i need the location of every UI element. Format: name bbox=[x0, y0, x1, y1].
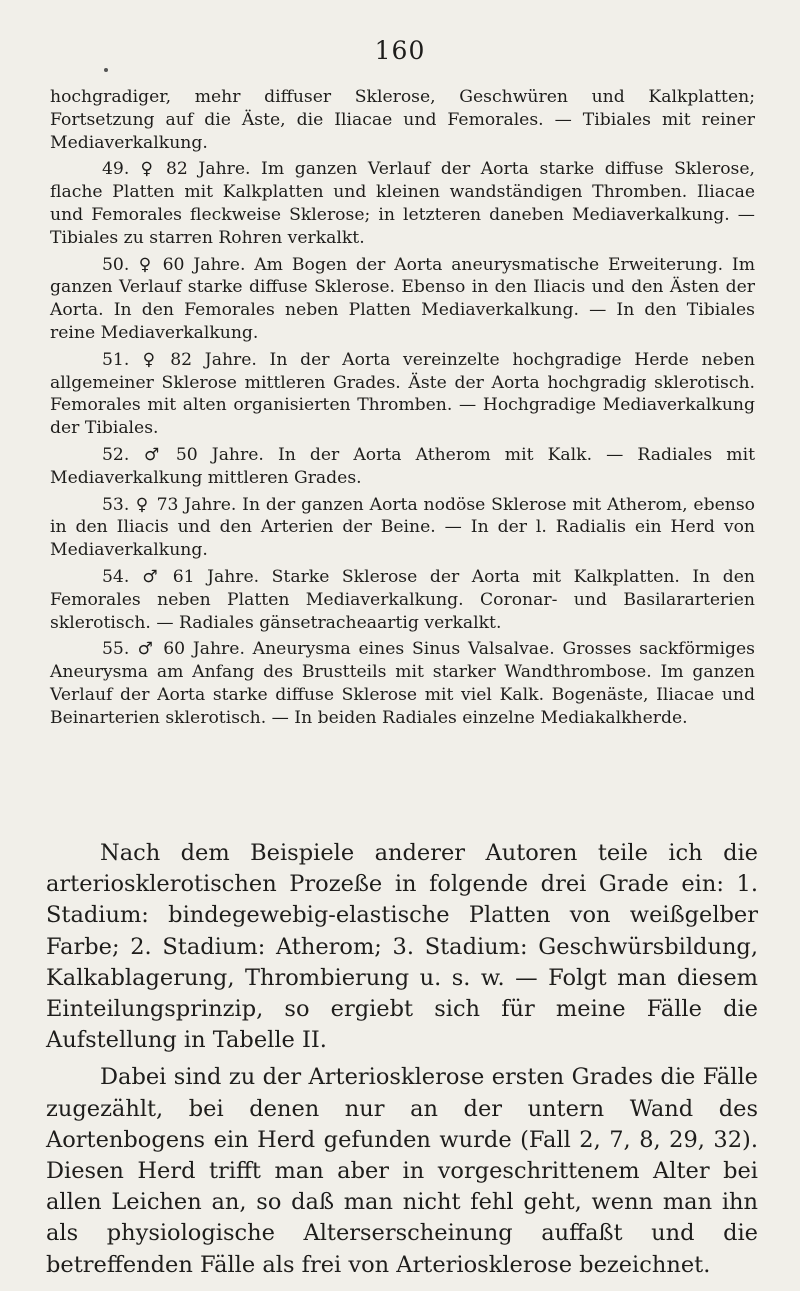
paper-speck bbox=[104, 68, 108, 72]
case-entry bbox=[50, 254, 755, 345]
case-entry bbox=[50, 566, 755, 634]
case-text: 82 Jahre. In der Aorta vereinzelte hochgradige Herde neben allgemeiner Sklerose mittleren Grades. Äste der Aorta hochgradig sklerotisch. Femorales mit alten organisierten Thromben. — Hochgradige Mediaverkalkung der Tibiales. bbox=[50, 349, 755, 439]
case-text: 50 Jahre. In der Aorta Atherom mit Kalk. — Radiales mit Mediaverkalkung mittleren Grades. bbox=[50, 444, 755, 488]
case-number: 52. bbox=[102, 444, 130, 465]
female-symbol-icon: ♀ bbox=[135, 349, 163, 370]
case-entry bbox=[50, 158, 755, 249]
case-text: 82 Jahre. Im ganzen Verlauf der Aorta starke diffuse Sklerose, flache Platten mit Kalkplatten und kleinen wandständigen Thromben. Iliacae und Femorales fleckweise Sklerose; in letzteren daneben Mediaverkalkung. — Tibiales zu starren Rohren verkalkt. bbox=[50, 159, 755, 248]
page-number: 160 bbox=[374, 36, 426, 65]
case-number: 54. bbox=[102, 566, 130, 587]
case-text: 73 Jahre. In der ganzen Aorta nodöse Sklerose mit Atherom, ebenso in den Iliacis und den Arterien der Beine. — In der l. Radialis ein Herd von Mediaverkalkung. bbox=[50, 494, 755, 561]
case-continuation: hochgradiger, mehr diffuser Sklerose, Geschwüren und Kalkplatten; Fortsetzung auf die Äste, die Iliacae und Femorales. — Tibiales mit reiner Mediaverkalkung. bbox=[50, 87, 755, 153]
body-text bbox=[46, 838, 758, 1287]
case-number: 53. bbox=[102, 494, 130, 515]
male-symbol-icon: ♂ bbox=[135, 444, 168, 465]
case-entry bbox=[50, 444, 755, 490]
case-entry bbox=[50, 494, 755, 562]
male-symbol-icon: ♂ bbox=[135, 639, 156, 660]
male-symbol-icon: ♂ bbox=[135, 566, 165, 587]
case-text: 60 Jahre. Aneurysma eines Sinus Valsalvae. Grosses sackförmiges Aneurysma am Anfang des Brustteils mit starker Wandthrombose. Im ganzen Verlauf der Aorta starke diffuse Sklerose mit viel Kalk. Bogenäste, Iliacae und Beinarterien sklerotisch. — In beiden Radiales einzelne Mediakalkherde. bbox=[50, 639, 755, 728]
case-number: 49. bbox=[102, 159, 130, 180]
body-paragraph: Nach dem Beispiele anderer Autoren teile ich die arteriosklerotischen Prozeße in folgende drei Grade ein: 1. Stadium: bindegewebig-elastische Platten von weißgelber Farbe; 2. Stadium: Atherom; 3. Stadium: Geschwürsbildung, Kalkablagerung, Thrombierung u. s. w. — Folgt man diesem Einteilungsprinzip, so ergiebt sich für meine Fälle die Aufstellung in Tabelle II. bbox=[46, 840, 758, 1054]
female-symbol-icon: ♀ bbox=[135, 254, 155, 275]
case-text: 61 Jahre. Starke Sklerose der Aorta mit Kalkplatten. In den Femorales neben Platten Mediaverkalkung. Coronar- und Basilararterien sklerotisch. — Radiales gänsetracheaartig verkalkt. bbox=[50, 566, 755, 633]
case-entry bbox=[50, 349, 755, 440]
female-symbol-icon: ♀ bbox=[135, 494, 149, 515]
case-number: 50. bbox=[102, 254, 130, 275]
body-paragraph: Dabei sind zu der Arteriosklerose ersten Grades die Fälle zugezählt, bei denen nur an der untern Wand des Aortenbogens ein Herd gefunden wurde (Fall 2, 7, 8, 29, 32). Diesen Herd trifft man aber in vorgeschrittenem Alter bei allen Leichen an, so daß man nicht fehl geht, wenn man ihn als physiologische Alterserscheinung auffaßt und die betreffenden Fälle als frei von Arteriosklerose bezeichnet. bbox=[46, 1064, 758, 1278]
case-number: 51. bbox=[102, 349, 130, 370]
case-text: 60 Jahre. Am Bogen der Aorta aneurysmatische Erweiterung. Im ganzen Verlauf starke diffuse Sklerose. Ebenso in den Iliacis und den Ästen der Aorta. In den Femorales neben Platten Mediaverkalkung. — In den Tibiales reine Mediaverkalkung. bbox=[50, 254, 755, 343]
case-number: 55. bbox=[102, 639, 130, 660]
case-entry bbox=[50, 638, 755, 729]
female-symbol-icon: ♀ bbox=[135, 159, 158, 180]
case-list bbox=[50, 86, 755, 734]
